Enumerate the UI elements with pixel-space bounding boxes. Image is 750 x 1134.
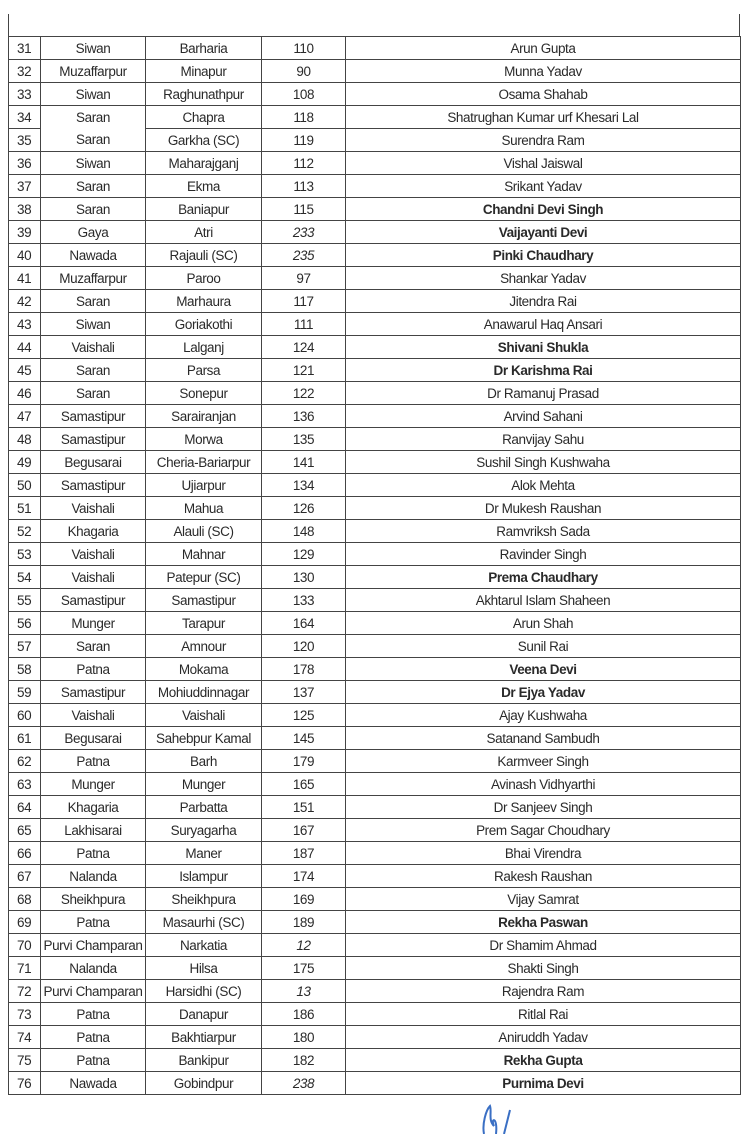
constituency-number-cell: 151: [262, 796, 346, 819]
district-cell: Gaya: [41, 221, 146, 244]
serial-number-cell: 41: [9, 267, 41, 290]
constituency-number-cell: 187: [262, 842, 346, 865]
candidate-name-cell: Srikant Yadav: [346, 175, 741, 198]
table-row: [9, 198, 741, 221]
district-cell: Lakhisarai: [41, 819, 146, 842]
district-cell: Vaishali: [41, 543, 146, 566]
table-row: [9, 1026, 741, 1049]
constituency-cell: Vaishali: [146, 704, 262, 727]
district-cell: Khagaria: [41, 520, 146, 543]
constituency-number-cell: 111: [262, 313, 346, 336]
table-row: [9, 290, 741, 313]
constituency-cell: Morwa: [146, 428, 262, 451]
constituency-cell: Mahua: [146, 497, 262, 520]
candidate-name-cell: Shakti Singh: [346, 957, 741, 980]
district-cell: Patna: [41, 1049, 146, 1072]
district-cell: Saran: [41, 290, 146, 313]
constituency-number-cell: 136: [262, 405, 346, 428]
candidate-name-cell: Bhai Virendra: [346, 842, 741, 865]
district-cell: Patna: [41, 658, 146, 681]
constituency-number-cell: 118: [262, 106, 346, 129]
constituency-cell: Bakhtiarpur: [146, 1026, 262, 1049]
district-cell: Muzaffarpur: [41, 60, 146, 83]
serial-number-cell: 48: [9, 428, 41, 451]
candidate-name-cell: Shankar Yadav: [346, 267, 741, 290]
district-cell: Saran: [41, 129, 146, 152]
table-row: [9, 773, 741, 796]
candidate-name-cell: Ramvriksh Sada: [346, 520, 741, 543]
serial-number-cell: 70: [9, 934, 41, 957]
table-row: [9, 934, 741, 957]
table-row: [9, 175, 741, 198]
candidate-name-cell: Aniruddh Yadav: [346, 1026, 741, 1049]
constituency-cell: Cheria-Bariarpur: [146, 451, 262, 474]
serial-number-cell: 61: [9, 727, 41, 750]
constituency-number-cell: 12: [262, 934, 346, 957]
candidate-name-cell: Shivani Shukla: [346, 336, 741, 359]
district-cell: Vaishali: [41, 566, 146, 589]
serial-number-cell: 67: [9, 865, 41, 888]
constituency-cell: Sarairanjan: [146, 405, 262, 428]
table-row: [9, 635, 741, 658]
constituency-cell: Narkatia: [146, 934, 262, 957]
constituency-cell: Baniapur: [146, 198, 262, 221]
constituency-number-cell: 113: [262, 175, 346, 198]
constituency-cell: Patepur (SC): [146, 566, 262, 589]
candidate-name-cell: Avinash Vidhyarthi: [346, 773, 741, 796]
constituency-cell: Maner: [146, 842, 262, 865]
constituency-number-cell: 167: [262, 819, 346, 842]
constituency-cell: Raghunathpur: [146, 83, 262, 106]
district-cell: Nalanda: [41, 957, 146, 980]
district-cell: Siwan: [41, 37, 146, 60]
district-cell: Begusarai: [41, 727, 146, 750]
table-row: [9, 1072, 741, 1095]
table-row: [9, 819, 741, 842]
candidate-name-cell: Vishal Jaiswal: [346, 152, 741, 175]
candidate-name-cell: Rekha Paswan: [346, 911, 741, 934]
constituency-number-cell: 13: [262, 980, 346, 1003]
constituency-cell: Sonepur: [146, 382, 262, 405]
constituency-cell: Alauli (SC): [146, 520, 262, 543]
table-row: [9, 244, 741, 267]
table-row: [9, 405, 741, 428]
candidate-name-cell: Sunil Rai: [346, 635, 741, 658]
serial-number-cell: 45: [9, 359, 41, 382]
constituency-cell: Lalganj: [146, 336, 262, 359]
serial-number-cell: 62: [9, 750, 41, 773]
candidate-name-cell: Munna Yadav: [346, 60, 741, 83]
district-cell: Muzaffarpur: [41, 267, 146, 290]
serial-number-cell: 75: [9, 1049, 41, 1072]
serial-number-cell: 43: [9, 313, 41, 336]
table-row: [9, 888, 741, 911]
constituency-cell: Islampur: [146, 865, 262, 888]
serial-number-cell: 51: [9, 497, 41, 520]
constituency-number-cell: 129: [262, 543, 346, 566]
serial-number-cell: 47: [9, 405, 41, 428]
constituency-number-cell: 117: [262, 290, 346, 313]
constituency-number-cell: 133: [262, 589, 346, 612]
candidate-name-cell: Rajendra Ram: [346, 980, 741, 1003]
district-cell: Siwan: [41, 83, 146, 106]
candidate-name-cell: Chandni Devi Singh: [346, 198, 741, 221]
table-row: [9, 980, 741, 1003]
district-cell: Siwan: [41, 152, 146, 175]
serial-number-cell: 73: [9, 1003, 41, 1026]
constituency-number-cell: 110: [262, 37, 346, 60]
district-cell: Saran: [41, 359, 146, 382]
district-cell: Saran: [41, 106, 146, 129]
constituency-cell: Mohiuddinnagar: [146, 681, 262, 704]
candidate-name-cell: Ajay Kushwaha: [346, 704, 741, 727]
candidate-name-cell: Dr Sanjeev Singh: [346, 796, 741, 819]
serial-number-cell: 69: [9, 911, 41, 934]
constituency-number-cell: 141: [262, 451, 346, 474]
constituency-number-cell: 121: [262, 359, 346, 382]
district-cell: Vaishali: [41, 704, 146, 727]
table-row: [9, 497, 741, 520]
table-row: [9, 612, 741, 635]
table-row: [9, 704, 741, 727]
serial-number-cell: 44: [9, 336, 41, 359]
table-row: [9, 221, 741, 244]
candidate-name-cell: Veena Devi: [346, 658, 741, 681]
district-cell: Vaishali: [41, 336, 146, 359]
constituency-cell: Munger: [146, 773, 262, 796]
serial-number-cell: 31: [9, 37, 41, 60]
district-cell: Patna: [41, 1003, 146, 1026]
constituency-cell: Parbatta: [146, 796, 262, 819]
candidate-name-cell: Akhtarul Islam Shaheen: [346, 589, 741, 612]
candidate-name-cell: Dr Mukesh Raushan: [346, 497, 741, 520]
district-cell: Saran: [41, 382, 146, 405]
candidate-name-cell: Rakesh Raushan: [346, 865, 741, 888]
constituency-number-cell: 137: [262, 681, 346, 704]
table-row: [9, 1049, 741, 1072]
candidate-name-cell: Dr Shamim Ahmad: [346, 934, 741, 957]
serial-number-cell: 76: [9, 1072, 41, 1095]
signature: [470, 1100, 530, 1134]
candidate-name-cell: Satanand Sambudh: [346, 727, 741, 750]
constituency-cell: Masaurhi (SC): [146, 911, 262, 934]
serial-number-cell: 72: [9, 980, 41, 1003]
serial-number-cell: 38: [9, 198, 41, 221]
constituency-cell: Paroo: [146, 267, 262, 290]
table-row: [9, 451, 741, 474]
candidate-name-cell: Ravinder Singh: [346, 543, 741, 566]
table-row: [9, 1003, 741, 1026]
table-row: [9, 911, 741, 934]
serial-number-cell: 37: [9, 175, 41, 198]
candidate-name-cell: Ritlal Rai: [346, 1003, 741, 1026]
serial-number-cell: 64: [9, 796, 41, 819]
constituency-number-cell: 186: [262, 1003, 346, 1026]
serial-number-cell: 39: [9, 221, 41, 244]
constituency-number-cell: 134: [262, 474, 346, 497]
serial-number-cell: 74: [9, 1026, 41, 1049]
table-row: [9, 336, 741, 359]
district-cell: Khagaria: [41, 796, 146, 819]
constituency-number-cell: 135: [262, 428, 346, 451]
candidate-name-cell: Alok Mehta: [346, 474, 741, 497]
constituency-cell: Barharia: [146, 37, 262, 60]
candidate-name-cell: Prema Chaudhary: [346, 566, 741, 589]
district-cell: Munger: [41, 612, 146, 635]
candidate-name-cell: Prem Sagar Choudhary: [346, 819, 741, 842]
constituency-number-cell: 238: [262, 1072, 346, 1095]
constituency-number-cell: 235: [262, 244, 346, 267]
serial-number-cell: 50: [9, 474, 41, 497]
constituency-number-cell: 97: [262, 267, 346, 290]
district-cell: Siwan: [41, 313, 146, 336]
serial-number-cell: 65: [9, 819, 41, 842]
serial-number-cell: 53: [9, 543, 41, 566]
district-cell: Saran: [41, 198, 146, 221]
constituency-cell: Marhaura: [146, 290, 262, 313]
constituency-cell: Danapur: [146, 1003, 262, 1026]
constituency-number-cell: 108: [262, 83, 346, 106]
candidate-name-cell: Sushil Singh Kushwaha: [346, 451, 741, 474]
table-row: [9, 106, 741, 129]
table-row: [9, 842, 741, 865]
table-row: [9, 566, 741, 589]
candidate-name-cell: Ranvijay Sahu: [346, 428, 741, 451]
constituency-cell: Mokama: [146, 658, 262, 681]
district-cell: Patna: [41, 911, 146, 934]
serial-number-cell: 56: [9, 612, 41, 635]
constituency-cell: Barh: [146, 750, 262, 773]
table-row: [9, 267, 741, 290]
constituency-cell: Tarapur: [146, 612, 262, 635]
serial-number-cell: 52: [9, 520, 41, 543]
constituency-cell: Gobindpur: [146, 1072, 262, 1095]
candidate-name-cell: Arun Shah: [346, 612, 741, 635]
serial-number-cell: 42: [9, 290, 41, 313]
constituency-number-cell: 180: [262, 1026, 346, 1049]
district-cell: Purvi Champaran: [41, 980, 146, 1003]
constituency-cell: Chapra: [146, 106, 262, 129]
serial-number-cell: 49: [9, 451, 41, 474]
constituency-number-cell: 178: [262, 658, 346, 681]
constituency-cell: Suryagarha: [146, 819, 262, 842]
constituency-number-cell: 148: [262, 520, 346, 543]
serial-number-cell: 54: [9, 566, 41, 589]
district-cell: Patna: [41, 750, 146, 773]
constituency-number-cell: 164: [262, 612, 346, 635]
candidate-name-cell: Arun Gupta: [346, 37, 741, 60]
candidate-name-cell: Dr Ramanuj Prasad: [346, 382, 741, 405]
serial-number-cell: 35: [9, 129, 41, 152]
candidate-name-cell: Surendra Ram: [346, 129, 741, 152]
table-row: [9, 520, 741, 543]
constituency-number-cell: 90: [262, 60, 346, 83]
constituency-number-cell: 122: [262, 382, 346, 405]
constituency-cell: Hilsa: [146, 957, 262, 980]
district-cell: Saran: [41, 635, 146, 658]
candidate-name-cell: Dr Ejya Yadav: [346, 681, 741, 704]
constituency-number-cell: 126: [262, 497, 346, 520]
serial-number-cell: 32: [9, 60, 41, 83]
table-row: [9, 129, 741, 152]
table-row: [9, 359, 741, 382]
serial-number-cell: 57: [9, 635, 41, 658]
constituency-cell: Mahnar: [146, 543, 262, 566]
district-cell: Patna: [41, 1026, 146, 1049]
candidate-name-cell: Rekha Gupta: [346, 1049, 741, 1072]
district-cell: Sheikhpura: [41, 888, 146, 911]
district-cell: Begusarai: [41, 451, 146, 474]
district-cell: Nawada: [41, 244, 146, 267]
constituency-cell: Atri: [146, 221, 262, 244]
serial-number-cell: 66: [9, 842, 41, 865]
district-cell: Nawada: [41, 1072, 146, 1095]
constituency-number-cell: 233: [262, 221, 346, 244]
constituency-cell: Harsidhi (SC): [146, 980, 262, 1003]
table-row: [9, 750, 741, 773]
constituency-cell: Ujiarpur: [146, 474, 262, 497]
constituency-cell: Amnour: [146, 635, 262, 658]
constituency-number-cell: 112: [262, 152, 346, 175]
constituency-number-cell: 179: [262, 750, 346, 773]
district-cell: Vaishali: [41, 497, 146, 520]
table-row: [9, 83, 741, 106]
table-row: [9, 428, 741, 451]
serial-number-cell: 68: [9, 888, 41, 911]
table-row: [9, 681, 741, 704]
district-cell: Saran: [41, 175, 146, 198]
constituency-number-cell: 182: [262, 1049, 346, 1072]
constituency-number-cell: 130: [262, 566, 346, 589]
serial-number-cell: 59: [9, 681, 41, 704]
table-row: [9, 60, 741, 83]
serial-number-cell: 63: [9, 773, 41, 796]
candidate-list-table: [8, 36, 741, 1095]
serial-number-cell: 71: [9, 957, 41, 980]
table-row: [9, 313, 741, 336]
table-row: [9, 796, 741, 819]
serial-number-cell: 58: [9, 658, 41, 681]
constituency-number-cell: 120: [262, 635, 346, 658]
district-cell: Samastipur: [41, 405, 146, 428]
constituency-number-cell: 165: [262, 773, 346, 796]
constituency-cell: Maharajganj: [146, 152, 262, 175]
constituency-cell: Garkha (SC): [146, 129, 262, 152]
constituency-number-cell: 125: [262, 704, 346, 727]
constituency-cell: Parsa: [146, 359, 262, 382]
constituency-number-cell: 189: [262, 911, 346, 934]
candidate-name-cell: Dr Karishma Rai: [346, 359, 741, 382]
district-cell: Purvi Champaran: [41, 934, 146, 957]
constituency-number-cell: 174: [262, 865, 346, 888]
constituency-number-cell: 119: [262, 129, 346, 152]
table-row: [9, 589, 741, 612]
district-cell: Munger: [41, 773, 146, 796]
serial-number-cell: 36: [9, 152, 41, 175]
serial-number-cell: 34: [9, 106, 41, 129]
district-cell: Samastipur: [41, 589, 146, 612]
constituency-cell: Ekma: [146, 175, 262, 198]
candidate-name-cell: Pinki Chaudhary: [346, 244, 741, 267]
district-cell: Patna: [41, 842, 146, 865]
candidate-name-cell: Jitendra Rai: [346, 290, 741, 313]
candidate-name-cell: Anawarul Haq Ansari: [346, 313, 741, 336]
table-row: [9, 865, 741, 888]
constituency-number-cell: 169: [262, 888, 346, 911]
constituency-cell: Sheikhpura: [146, 888, 262, 911]
serial-number-cell: 60: [9, 704, 41, 727]
constituency-cell: Goriakothi: [146, 313, 262, 336]
constituency-cell: Sahebpur Kamal: [146, 727, 262, 750]
candidate-name-cell: Osama Shahab: [346, 83, 741, 106]
district-cell: Nalanda: [41, 865, 146, 888]
candidate-name-cell: Vaijayanti Devi: [346, 221, 741, 244]
table-row: [9, 957, 741, 980]
constituency-cell: Bankipur: [146, 1049, 262, 1072]
table-row: [9, 543, 741, 566]
candidate-name-cell: Shatrughan Kumar urf Khesari Lal: [346, 106, 741, 129]
table-body: [9, 37, 741, 1095]
district-cell: Samastipur: [41, 474, 146, 497]
district-cell: Samastipur: [41, 428, 146, 451]
serial-number-cell: 46: [9, 382, 41, 405]
table-row: [9, 474, 741, 497]
candidate-name-cell: Purnima Devi: [346, 1072, 741, 1095]
table-row: [9, 37, 741, 60]
table-header-blank: [8, 14, 740, 36]
candidate-name-cell: Arvind Sahani: [346, 405, 741, 428]
constituency-cell: Rajauli (SC): [146, 244, 262, 267]
candidate-name-cell: Karmveer Singh: [346, 750, 741, 773]
table-row: [9, 152, 741, 175]
constituency-number-cell: 124: [262, 336, 346, 359]
district-cell: Samastipur: [41, 681, 146, 704]
table-row: [9, 658, 741, 681]
serial-number-cell: 33: [9, 83, 41, 106]
constituency-cell: Minapur: [146, 60, 262, 83]
serial-number-cell: 55: [9, 589, 41, 612]
constituency-number-cell: 175: [262, 957, 346, 980]
constituency-number-cell: 145: [262, 727, 346, 750]
constituency-number-cell: 115: [262, 198, 346, 221]
table-row: [9, 727, 741, 750]
serial-number-cell: 40: [9, 244, 41, 267]
candidate-name-cell: Vijay Samrat: [346, 888, 741, 911]
constituency-cell: Samastipur: [146, 589, 262, 612]
table-row: [9, 382, 741, 405]
